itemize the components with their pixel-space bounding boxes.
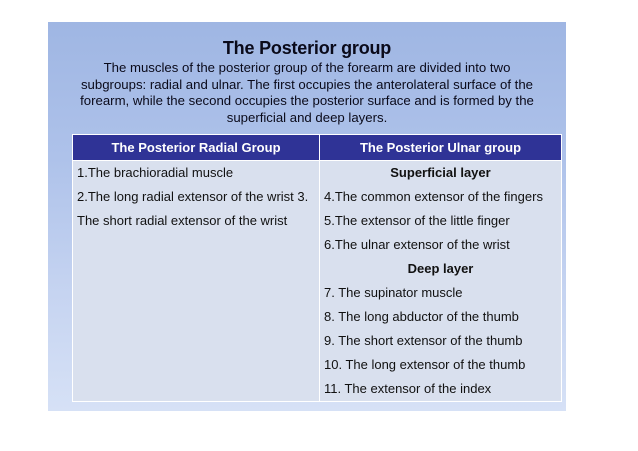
- superficial-layer-heading: Superficial layer: [390, 165, 491, 180]
- table-row: [73, 161, 562, 402]
- radial-line: 1.The brachioradial muscle: [77, 165, 234, 180]
- ulnar-muscle-item: 10. The long extensor of the thumb: [324, 357, 526, 372]
- ulnar-group-cell: [320, 161, 562, 402]
- ulnar-muscle-item: 5.The extensor of the little finger: [324, 213, 510, 228]
- ulnar-muscle-item: 7. The supinator muscle: [324, 285, 463, 300]
- intro-paragraph: The muscles of the posterior group of the forearm are divided into two subgroups: radial and ulnar. The first occupies the anterolateral surface of the forearm, while the second occupies the posterior surface and is formed by the superficial and deep layers.: [80, 60, 534, 125]
- muscle-groups-table: [72, 134, 562, 402]
- ulnar-muscle-item: 6.The ulnar extensor of the wrist: [324, 237, 510, 252]
- slide-title: The Posterior group: [222, 38, 392, 58]
- ulnar-muscle-item: 9. The short extensor of the thumb: [324, 333, 523, 348]
- radial-line: 2.The long radial extensor of the wrist 3.: [77, 189, 309, 204]
- header-radial-group: The Posterior Radial Group: [73, 135, 320, 161]
- ulnar-muscle-item: 4.The common extensor of the fingers: [324, 189, 543, 204]
- table-header-row: [73, 135, 562, 161]
- header-ulnar-group: The Posterior Ulnar group: [320, 135, 562, 161]
- radial-line: The short radial extensor of the wrist: [77, 213, 288, 228]
- deep-layer-heading: Deep layer: [407, 261, 474, 276]
- ulnar-muscle-item: 11. The extensor of the index: [324, 381, 492, 396]
- slide-panel: [48, 22, 566, 411]
- ulnar-muscle-item: 8. The long abductor of the thumb: [324, 309, 519, 324]
- radial-group-cell: [73, 161, 320, 402]
